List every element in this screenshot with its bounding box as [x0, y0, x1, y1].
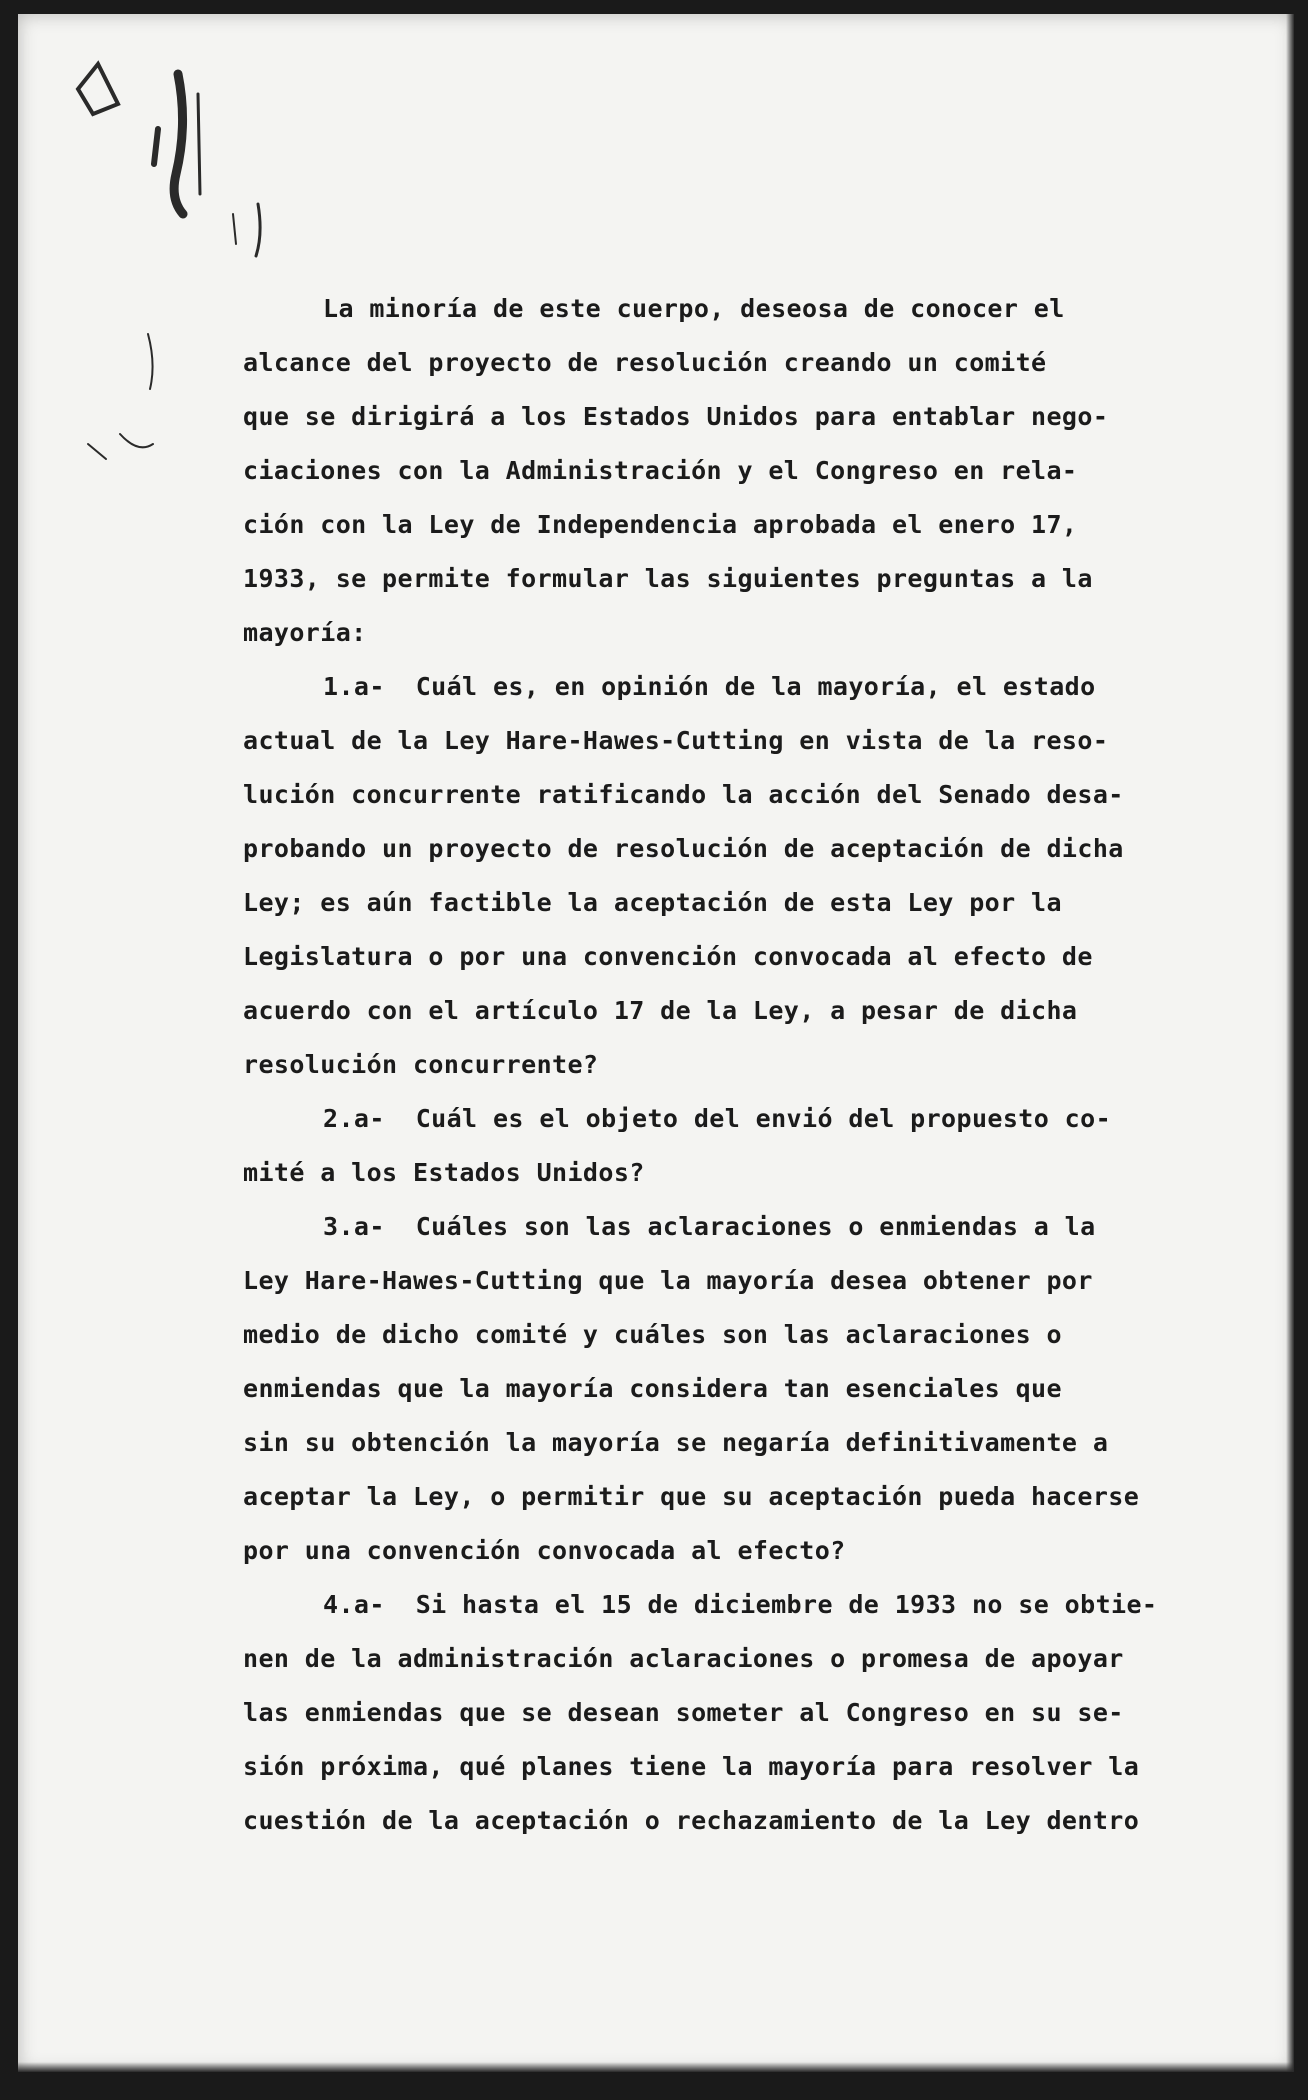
paragraph-question-3 — [243, 1200, 1193, 1578]
text-line: mayoría: — [243, 618, 367, 647]
page-edge-shadow-bottom — [18, 2062, 1294, 2072]
text-line: alcance del proyecto de resolución creando un comité — [243, 348, 1047, 377]
text-line: nen de la administración aclaraciones o promesa de apoyar — [243, 1644, 1124, 1673]
text-line: 4.a- Si hasta el 15 de diciembre de 1933 no se obtie- — [323, 1590, 1158, 1619]
paragraph-question-2 — [243, 1092, 1193, 1200]
paragraph-intro — [243, 282, 1193, 660]
text-line: Ley; es aún factible la aceptación de esta Ley por la — [243, 888, 1062, 917]
text-line: las enmiendas que se desean someter al Congreso en su se- — [243, 1698, 1124, 1727]
text-line: La minoría de este cuerpo, deseosa de conocer el — [323, 294, 1065, 323]
text-line: probando un proyecto de resolución de aceptación de dicha — [243, 834, 1124, 863]
text-line: sión próxima, qué planes tiene la mayoría para resolver la — [243, 1752, 1140, 1781]
text-line: 1933, se permite formular las siguientes preguntas a la — [243, 564, 1093, 593]
text-line: 2.a- Cuál es el objeto del envió del propuesto co- — [323, 1104, 1112, 1133]
page-edge-shadow — [1286, 14, 1294, 2072]
text-line: enmiendas que la mayoría considera tan esenciales que — [243, 1374, 1062, 1403]
text-line: ciaciones con la Administración y el Congreso en rela- — [243, 456, 1078, 485]
text-line: mité a los Estados Unidos? — [243, 1158, 645, 1187]
text-line: ción con la Ley de Independencia aprobada el enero 17, — [243, 510, 1078, 539]
text-line: lución concurrente ratificando la acción del Senado desa- — [243, 780, 1124, 809]
text-line: que se dirigirá a los Estados Unidos para entablar nego- — [243, 402, 1109, 431]
text-line: 1.a- Cuál es, en opinión de la mayoría, el estado — [323, 672, 1096, 701]
text-line: aceptar la Ley, o permitir que su aceptación pueda hacerse — [243, 1482, 1140, 1511]
document-page — [18, 14, 1294, 2072]
text-line: cuestión de la aceptación o rechazamiento de la Ley dentro — [243, 1806, 1140, 1835]
text-line: Legislatura o por una convención convocada al efecto de — [243, 942, 1093, 971]
document-body — [243, 282, 1193, 1848]
text-line: Ley Hare-Hawes-Cutting que la mayoría desea obtener por — [243, 1266, 1093, 1295]
paragraph-question-4 — [243, 1578, 1193, 1848]
text-line: 3.a- Cuáles son las aclaraciones o enmiendas a la — [323, 1212, 1096, 1241]
text-line: sin su obtención la mayoría se negaría definitivamente a — [243, 1428, 1109, 1457]
text-line: actual de la Ley Hare-Hawes-Cutting en vista de la reso- — [243, 726, 1109, 755]
text-line: medio de dicho comité y cuáles son las aclaraciones o — [243, 1320, 1062, 1349]
text-line: resolución concurrente? — [243, 1050, 599, 1079]
text-line: acuerdo con el artículo 17 de la Ley, a pesar de dicha — [243, 996, 1078, 1025]
paragraph-question-1 — [243, 660, 1193, 1092]
text-line: por una convención convocada al efecto? — [243, 1536, 846, 1565]
